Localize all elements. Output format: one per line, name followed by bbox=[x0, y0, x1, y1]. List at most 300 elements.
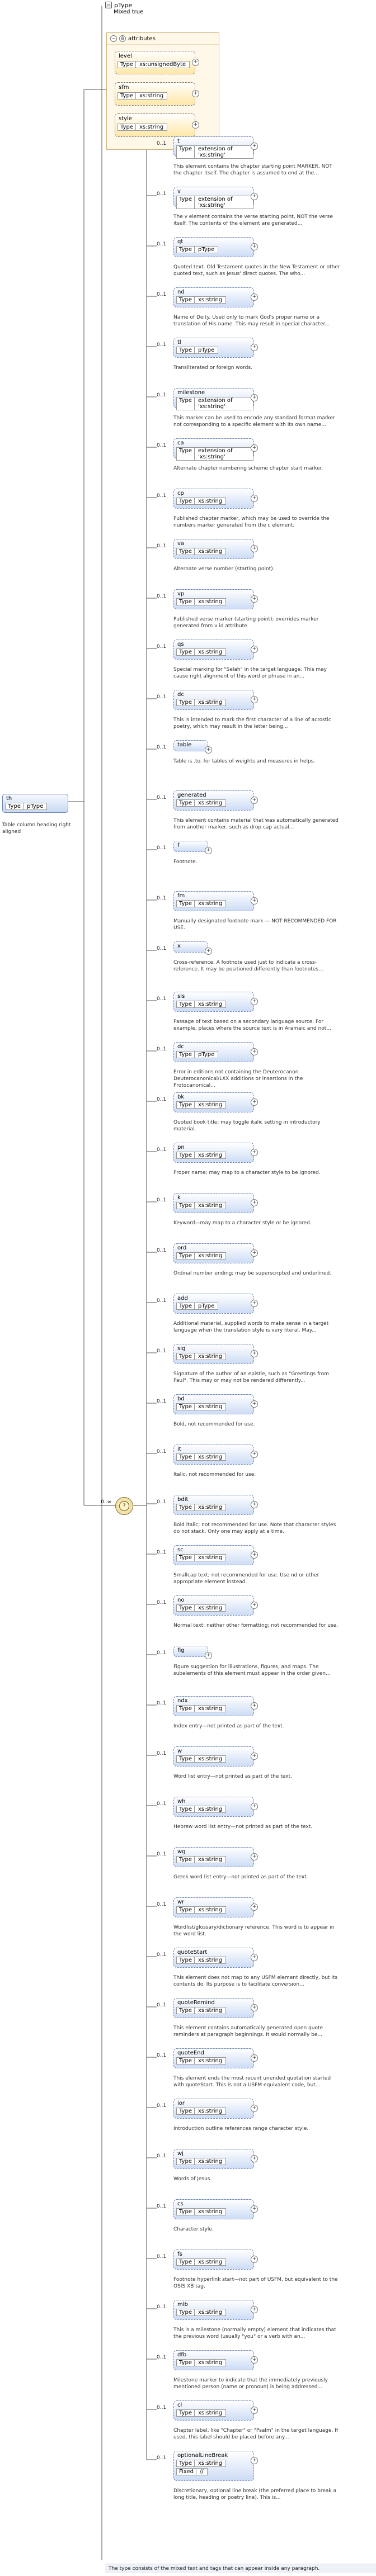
child-element-wj bbox=[157, 2149, 376, 2182]
element-type-value: xs:string bbox=[195, 498, 226, 505]
child-element-quoteStart bbox=[157, 1948, 376, 1988]
expand-icon[interactable]: + bbox=[205, 1652, 212, 1659]
element-type-value: pType bbox=[195, 347, 218, 354]
element-name: bd bbox=[177, 1396, 185, 1402]
child-element-wg bbox=[157, 1847, 376, 1881]
element-box[interactable] bbox=[173, 2149, 257, 2169]
expand-icon[interactable]: + bbox=[251, 1451, 258, 1458]
attribute-type-key: Type bbox=[118, 92, 136, 100]
element-box[interactable] bbox=[173, 1897, 257, 1917]
element-box[interactable] bbox=[173, 187, 257, 209]
element-box[interactable] bbox=[173, 1344, 257, 1364]
child-element-ord bbox=[157, 1243, 376, 1277]
expand-icon[interactable]: + bbox=[251, 2054, 258, 2062]
element-type-value: xs:string bbox=[195, 1755, 226, 1763]
choice-compositor[interactable] bbox=[115, 1497, 133, 1515]
expand-icon[interactable]: + bbox=[251, 545, 258, 552]
element-name: qs bbox=[177, 641, 184, 647]
child-element-ca bbox=[157, 438, 376, 472]
element-doc: This element contains the chapter starting point MARKER, NOT the chapter itself. The chapter is assumed to end at the... bbox=[173, 164, 332, 176]
element-occurrence: 0..1 bbox=[157, 946, 167, 951]
element-type-key: Type bbox=[176, 1001, 195, 1008]
child-element-fig bbox=[157, 1646, 376, 1677]
element-box[interactable] bbox=[173, 338, 257, 358]
element-name: optionalLineBreak bbox=[177, 2452, 228, 2459]
element-type-key: Type bbox=[176, 2258, 195, 2266]
child-element-it bbox=[157, 1445, 376, 1478]
element-name: vp bbox=[177, 591, 185, 597]
element-fixed-value: // bbox=[196, 2468, 208, 2475]
element-box[interactable] bbox=[173, 1445, 257, 1465]
expand-icon[interactable]: + bbox=[251, 1602, 258, 1609]
element-name: fs bbox=[177, 2251, 182, 2257]
type-name: pType bbox=[114, 1, 133, 9]
element-box[interactable] bbox=[173, 1646, 211, 1658]
element-doc: Passage of text based on a secondary language source. For example, places where the source text is in Aramaic and not... bbox=[173, 1019, 331, 1031]
element-occurrence: 0..1 bbox=[157, 1097, 167, 1102]
child-element-ndx bbox=[157, 1696, 376, 1730]
element-type-key: Type bbox=[176, 1705, 195, 1712]
element-box[interactable] bbox=[173, 1294, 257, 1314]
attribute-0[interactable] bbox=[115, 51, 198, 74]
element-name: dc bbox=[177, 1044, 184, 1050]
expand-icon[interactable]: + bbox=[251, 2457, 258, 2464]
attribute-1[interactable] bbox=[115, 82, 198, 106]
element-box[interactable] bbox=[173, 2099, 257, 2119]
element-occurrence: 0..1 bbox=[157, 2053, 167, 2058]
child-element-fs bbox=[157, 2250, 376, 2290]
element-occurrence: 0..1 bbox=[157, 242, 167, 247]
element-occurrence: 0..1 bbox=[157, 292, 167, 297]
element-occurrence: 0..1 bbox=[157, 2153, 167, 2159]
element-type-key: Type bbox=[176, 2057, 195, 2064]
child-element-pn bbox=[157, 1143, 376, 1176]
element-type-value: xs:string bbox=[195, 1856, 226, 1863]
root-element-box[interactable] bbox=[2, 794, 68, 813]
expand-icon[interactable]: + bbox=[251, 696, 258, 703]
child-element-qs bbox=[157, 640, 376, 680]
element-occurrence: 0..1 bbox=[157, 1298, 167, 1304]
child-element-w bbox=[157, 1746, 376, 1780]
element-box[interactable] bbox=[173, 237, 257, 257]
attributes-title: attributes bbox=[128, 35, 156, 42]
element-doc: Special marking for "Selah" in the target language. This may cause right alignment of this word or phrase in an... bbox=[173, 667, 327, 679]
element-occurrence: 0..1 bbox=[157, 1650, 167, 1656]
element-name: sc bbox=[177, 1547, 184, 1553]
expand-icon[interactable]: + bbox=[251, 1098, 258, 1106]
expand-icon[interactable]: + bbox=[251, 2306, 258, 2313]
element-doc: Smallcap text; not recommended for use. Use nd or other appropriate element instead. bbox=[173, 1573, 319, 1585]
element-occurrence: 0..1 bbox=[157, 342, 167, 348]
element-type-key: Type bbox=[176, 2309, 195, 2316]
expand-icon[interactable]: + bbox=[251, 495, 258, 502]
child-element-bd bbox=[157, 1394, 376, 1428]
expand-icon[interactable]: + bbox=[192, 59, 199, 66]
child-element-dfb bbox=[157, 2350, 376, 2390]
element-box[interactable] bbox=[173, 489, 257, 509]
expand-icon[interactable]: + bbox=[251, 1048, 258, 1055]
element-type-value: xs:string bbox=[195, 2057, 226, 2064]
element-type-key: Type bbox=[176, 2208, 195, 2215]
element-box[interactable] bbox=[173, 992, 257, 1012]
element-doc: This is a milestone (normally empty) element that indicates that the previous word (usually "you" or a verb with an... bbox=[173, 2327, 336, 2340]
child-element-cs bbox=[157, 2199, 376, 2233]
element-doc: Published chapter marker, which may be used to override the numbers marker generated from the c element. bbox=[173, 516, 330, 528]
choice-icon: ? bbox=[119, 1501, 129, 1511]
element-doc: Table is .to. for tables of weights and measures in helps. bbox=[173, 759, 316, 764]
child-element-add bbox=[157, 1294, 376, 1334]
child-element-generated bbox=[157, 790, 376, 831]
element-box[interactable] bbox=[173, 941, 211, 954]
element-type-key: Type bbox=[176, 548, 195, 555]
element-type-value: xs:string bbox=[195, 548, 226, 555]
element-occurrence: 0..1 bbox=[157, 1751, 167, 1756]
child-element-wh bbox=[157, 1797, 376, 1830]
expand-icon[interactable]: + bbox=[251, 2256, 258, 2263]
element-type-value: xs:string bbox=[195, 2359, 226, 2366]
element-type-value: xs:string bbox=[195, 799, 226, 807]
child-element-v bbox=[157, 187, 376, 227]
attribute-type-value: xs:unsignedByte bbox=[136, 61, 190, 68]
element-box[interactable] bbox=[173, 1243, 257, 1263]
root-type-key: Type bbox=[5, 803, 24, 810]
element-box[interactable] bbox=[173, 2451, 257, 2481]
element-type-key: Type bbox=[176, 900, 195, 907]
element-box[interactable] bbox=[173, 1042, 257, 1062]
element-type-value: xs:string bbox=[195, 2208, 226, 2215]
element-doc: Figure suggestion for illustrations, figures, and maps. The subelements of this element must appear in the order given... bbox=[173, 1664, 331, 1677]
element-box[interactable] bbox=[173, 1143, 257, 1163]
expand-icon[interactable]: + bbox=[192, 121, 199, 129]
element-doc: Word list entry—not printed as part of the text. bbox=[173, 1774, 292, 1779]
child-element-t bbox=[157, 136, 376, 177]
expand-icon[interactable]: + bbox=[251, 1903, 258, 1911]
element-doc: This element contains automatically generated open quote reminders at paragraph beginnings. It would normally be... bbox=[173, 2025, 323, 2038]
element-occurrence: 0..1 bbox=[157, 493, 167, 499]
attribute-2[interactable] bbox=[115, 113, 198, 137]
element-box[interactable] bbox=[173, 2250, 257, 2270]
element-type-key: Type bbox=[176, 1856, 195, 1863]
element-type-key: Type bbox=[176, 799, 195, 807]
element-type-key: Type bbox=[176, 2158, 195, 2165]
element-box[interactable] bbox=[173, 1595, 257, 1616]
element-box[interactable] bbox=[173, 891, 257, 911]
child-element-bk bbox=[157, 1092, 376, 1133]
child-element-milestone bbox=[157, 388, 376, 428]
child-element-dc bbox=[157, 690, 376, 730]
element-doc: This marker can be used to encode any standard format marker not corresponding to a specific element with its own name... bbox=[173, 415, 335, 428]
collapse-icon[interactable]: − bbox=[110, 35, 117, 42]
element-box[interactable] bbox=[173, 1998, 257, 2018]
element-type-key: Type bbox=[176, 1051, 195, 1058]
element-type-key: Type bbox=[176, 1806, 195, 1813]
element-name: x bbox=[177, 943, 181, 949]
element-doc: Manually designated footnote mark — NOT RECOMMENDED FOR USE. bbox=[173, 918, 337, 931]
child-element-ior bbox=[157, 2099, 376, 2132]
element-type-value: pType bbox=[195, 1303, 218, 1310]
element-name: quoteRemind bbox=[177, 2000, 215, 2006]
element-occurrence: 0..1 bbox=[157, 1600, 167, 1606]
element-type-value: xs:string bbox=[195, 1252, 226, 1259]
element-box[interactable] bbox=[173, 1545, 257, 1565]
element-name: va bbox=[177, 541, 185, 547]
element-type-key: Type bbox=[176, 1202, 195, 1209]
expand-icon[interactable]: + bbox=[251, 1350, 258, 1357]
attribute-type-key: Type bbox=[118, 124, 136, 131]
element-box[interactable] bbox=[173, 388, 257, 410]
element-name: fig bbox=[177, 1647, 185, 1654]
element-doc: Name of Deity. Used only to mark God's proper name or a translation of His name. This may result in special character... bbox=[173, 315, 330, 327]
element-box[interactable] bbox=[173, 1193, 257, 1213]
expand-icon[interactable]: + bbox=[251, 1853, 258, 1860]
type-header bbox=[105, 1, 195, 15]
expand-icon[interactable]: + bbox=[251, 2407, 258, 2414]
element-box[interactable] bbox=[173, 640, 257, 660]
element-box[interactable] bbox=[173, 438, 257, 460]
element-type-value: xs:string bbox=[195, 1504, 226, 1511]
expand-icon[interactable]: + bbox=[251, 1199, 258, 1206]
element-name: ior bbox=[177, 2100, 185, 2106]
expand-icon[interactable]: + bbox=[251, 1300, 258, 1307]
expand-icon[interactable]: + bbox=[251, 646, 258, 653]
expand-icon[interactable]: + bbox=[251, 2356, 258, 2364]
element-type-value: xs:string bbox=[195, 1353, 226, 1360]
element-type-value: xs:string bbox=[195, 296, 226, 304]
element-name: mlb bbox=[177, 2302, 188, 2308]
element-occurrence: 0..1 bbox=[157, 1147, 167, 1153]
element-doc: Normal text: neither other formatting; not recommended for use. bbox=[173, 1623, 339, 1628]
element-box[interactable] bbox=[173, 1394, 257, 1414]
expand-icon[interactable]: + bbox=[251, 797, 258, 804]
expand-icon[interactable]: + bbox=[251, 595, 258, 603]
element-box[interactable] bbox=[173, 1847, 257, 1867]
element-box[interactable] bbox=[173, 690, 257, 710]
expand-icon[interactable]: + bbox=[251, 444, 258, 452]
root-element-name: th bbox=[6, 795, 12, 802]
expand-icon[interactable]: + bbox=[251, 193, 258, 200]
element-doc: Bold, not recommended for use. bbox=[173, 1422, 255, 1427]
child-element-vp bbox=[157, 589, 376, 629]
element-occurrence: 0..1 bbox=[157, 443, 167, 448]
expand-icon[interactable]: + bbox=[205, 948, 212, 955]
element-type-key: Type bbox=[176, 1152, 195, 1159]
element-box[interactable] bbox=[173, 589, 257, 609]
expand-icon[interactable]: + bbox=[251, 1551, 258, 1559]
element-type-value: xs:string bbox=[195, 699, 226, 706]
element-doc: Alternate chapter numbering scheme chapter start marker. bbox=[173, 466, 323, 471]
element-box[interactable] bbox=[173, 2199, 257, 2219]
expand-icon[interactable]: + bbox=[251, 2155, 258, 2162]
attribute-name: sfm bbox=[119, 84, 129, 91]
attribute-name: level bbox=[119, 53, 132, 59]
element-box[interactable] bbox=[173, 1948, 257, 1968]
element-box[interactable] bbox=[173, 2048, 257, 2068]
expand-icon[interactable]: + bbox=[251, 998, 258, 1005]
element-name: sig bbox=[177, 1346, 186, 1352]
element-name: add bbox=[177, 1295, 188, 1301]
element-doc: Published verse marker (starting point); overrides marker generated from v id attribute. bbox=[173, 617, 319, 629]
expand-icon[interactable]: + bbox=[192, 90, 199, 97]
element-box[interactable] bbox=[173, 1495, 257, 1515]
element-doc: Ordinal number ending; may be superscripted and underlined. bbox=[173, 1271, 332, 1276]
element-occurrence: 0..1 bbox=[157, 1399, 167, 1404]
element-doc: Wordlist/glossary/dictionary reference. This word is to appear in the word list. bbox=[173, 1925, 335, 1937]
element-name: fm bbox=[177, 893, 185, 899]
element-name: table bbox=[177, 742, 192, 748]
element-name: t bbox=[177, 138, 180, 144]
expand-icon[interactable]: + bbox=[205, 746, 212, 754]
element-name: ca bbox=[177, 440, 184, 446]
element-occurrence: 0..1 bbox=[157, 1952, 167, 1958]
element-box[interactable] bbox=[173, 1797, 257, 1817]
root-type-value: pType bbox=[24, 803, 47, 810]
element-type-value: pType bbox=[195, 246, 218, 253]
element-type-key: Type bbox=[176, 2359, 195, 2366]
child-element-k bbox=[157, 1193, 376, 1227]
element-name: dfb bbox=[177, 2352, 187, 2358]
expand-icon[interactable]: + bbox=[251, 293, 258, 301]
element-type-key: Type bbox=[176, 648, 195, 656]
element-type-key: Type bbox=[176, 598, 195, 605]
element-occurrence: 0..1 bbox=[157, 795, 167, 801]
element-name: pn bbox=[177, 1144, 185, 1150]
expand-icon[interactable]: + bbox=[251, 1954, 258, 1961]
expand-icon[interactable]: + bbox=[251, 394, 258, 401]
element-doc: Index entry—not printed as part of the text. bbox=[173, 1723, 284, 1729]
expand-icon[interactable]: + bbox=[251, 143, 258, 150]
expand-icon[interactable]: + bbox=[251, 897, 258, 905]
expand-icon[interactable]: + bbox=[251, 243, 258, 250]
element-doc: This element ends the most recent unended quotation started with quoteStart. This is not a USFM equivalent code, but... bbox=[173, 2076, 331, 2088]
child-element-x bbox=[157, 941, 376, 973]
expand-icon[interactable]: + bbox=[251, 1249, 258, 1257]
element-occurrence: 0..1 bbox=[157, 2002, 167, 2008]
element-type-value: xs:string bbox=[195, 1705, 226, 1712]
element-doc: This element does not map to any USFM element directly, but its contents do. Its purpose is to facilitate conversion... bbox=[173, 1975, 338, 1987]
element-doc: Footnote. bbox=[173, 859, 198, 865]
element-occurrence: 0..1 bbox=[157, 2455, 167, 2461]
element-box[interactable] bbox=[173, 1092, 257, 1112]
element-box[interactable] bbox=[173, 539, 257, 559]
element-box[interactable] bbox=[173, 1696, 257, 1716]
element-doc: Quoted text. Old Testament quotes in the New Testament or other quoted text, such as Jesus' direct quotes. The who... bbox=[173, 264, 340, 277]
element-box[interactable] bbox=[173, 841, 211, 853]
element-fixed-key: Fixed bbox=[176, 2468, 196, 2475]
element-doc: This is intended to mark the first character of a line of acrostic poetry, which may result in the letter being... bbox=[173, 717, 331, 730]
element-name: ndx bbox=[177, 1698, 188, 1704]
element-occurrence: 0..1 bbox=[157, 694, 167, 700]
expand-icon[interactable]: + bbox=[251, 1149, 258, 1156]
element-type-value: xs:string bbox=[195, 2108, 226, 2115]
expand-icon[interactable]: + bbox=[251, 1803, 258, 1810]
element-box[interactable] bbox=[173, 2300, 257, 2320]
element-type-key: Type bbox=[176, 1403, 195, 1410]
element-box[interactable] bbox=[173, 136, 257, 158]
attribute-type-key: Type bbox=[118, 61, 136, 68]
element-occurrence: 0..1 bbox=[157, 1701, 167, 1706]
element-type-value: xs:string bbox=[195, 1806, 226, 1813]
element-name: cp bbox=[177, 490, 184, 496]
child-element-sls bbox=[157, 992, 376, 1032]
element-box[interactable] bbox=[173, 2400, 257, 2421]
element-type-key: Type bbox=[176, 246, 195, 253]
attributes-group bbox=[106, 32, 219, 150]
element-type-key: Type bbox=[176, 447, 195, 461]
child-element-va bbox=[157, 539, 376, 572]
element-occurrence: 0..1 bbox=[157, 1348, 167, 1354]
element-occurrence: 0..1 bbox=[157, 2355, 167, 2360]
expand-icon[interactable]: + bbox=[251, 1400, 258, 1408]
element-box[interactable] bbox=[173, 287, 257, 307]
element-doc: Error in editions not containing the Deuterocanon. Deuterocanonical/LXX additions or insertions in the Protocanonical... bbox=[173, 1069, 303, 1088]
element-type-key: Type bbox=[176, 699, 195, 706]
element-doc: Discretionary, optional line break (the preferred place to break a long title, heading or poetry line). This is... bbox=[173, 2488, 336, 2501]
expand-icon[interactable]: + bbox=[205, 847, 212, 854]
element-type-key: Type bbox=[176, 1554, 195, 1561]
expand-icon[interactable]: + bbox=[251, 1501, 258, 1508]
expand-icon[interactable]: + bbox=[251, 1702, 258, 1710]
footer-doc: The type consists of the mixed text and tags that can appear inside any paragraph. bbox=[105, 2564, 376, 2573]
element-type-value: extension of 'xs:string' bbox=[195, 397, 253, 410]
child-element-qt bbox=[157, 237, 376, 277]
element-occurrence: 0..1 bbox=[157, 392, 167, 398]
child-element-fm bbox=[157, 891, 376, 931]
element-type-value: xs:string bbox=[195, 598, 226, 605]
element-occurrence: 0..1 bbox=[157, 1046, 167, 1052]
element-box[interactable] bbox=[173, 2350, 257, 2370]
element-doc: Alternate verse number (starting point). bbox=[173, 566, 275, 572]
element-type-value: xs:string bbox=[195, 1403, 226, 1410]
element-type-key: Type bbox=[176, 397, 195, 410]
element-type-value: pType bbox=[195, 1051, 218, 1058]
element-type-value: xs:string bbox=[195, 648, 226, 656]
expand-icon[interactable]: + bbox=[251, 344, 258, 351]
element-doc: Greek word list entry—not printed as part of the text. bbox=[173, 1874, 308, 1880]
element-type-key: Type bbox=[176, 347, 195, 354]
element-occurrence: 0..1 bbox=[157, 141, 167, 146]
element-box[interactable] bbox=[173, 740, 211, 752]
element-box[interactable] bbox=[173, 790, 257, 811]
element-name: generated bbox=[177, 792, 206, 798]
expand-icon[interactable]: + bbox=[251, 2004, 258, 2011]
element-type-value: xs:string bbox=[195, 1604, 226, 1612]
expand-icon[interactable]: + bbox=[251, 1753, 258, 1760]
element-name: v bbox=[177, 188, 181, 195]
expand-icon[interactable]: + bbox=[251, 2105, 258, 2112]
element-type-value: xs:string bbox=[195, 1101, 226, 1109]
mixed-key: Mixed bbox=[114, 9, 130, 15]
element-type-key: Type bbox=[176, 1957, 195, 1964]
element-occurrence: 0..1 bbox=[157, 1248, 167, 1253]
element-type-value: extension of 'xs:string' bbox=[195, 196, 253, 209]
element-name: qt bbox=[177, 239, 184, 245]
element-occurrence: 0..1 bbox=[157, 1499, 167, 1505]
element-doc: Bold italic; not recommended for use. Note that character styles do not stack. Only one may apply at a time. bbox=[173, 1522, 336, 1535]
child-element-sc bbox=[157, 1545, 376, 1585]
element-type-key: Type bbox=[176, 498, 195, 505]
complex-type-icon: ▭ bbox=[105, 2, 112, 8]
element-doc: Proper name; may map to a character style to be ignored. bbox=[173, 1170, 321, 1176]
element-occurrence: 0..1 bbox=[157, 896, 167, 901]
element-type-value: xs:string bbox=[195, 1957, 226, 1964]
expand-icon[interactable]: + bbox=[251, 2205, 258, 2213]
element-box[interactable] bbox=[173, 1746, 257, 1767]
element-type-key: Type bbox=[176, 296, 195, 304]
element-occurrence: 0..1 bbox=[157, 745, 167, 750]
child-element-cl bbox=[157, 2400, 376, 2441]
element-type-key: Type bbox=[176, 2007, 195, 2014]
element-occurrence: 0..1 bbox=[157, 2254, 167, 2260]
